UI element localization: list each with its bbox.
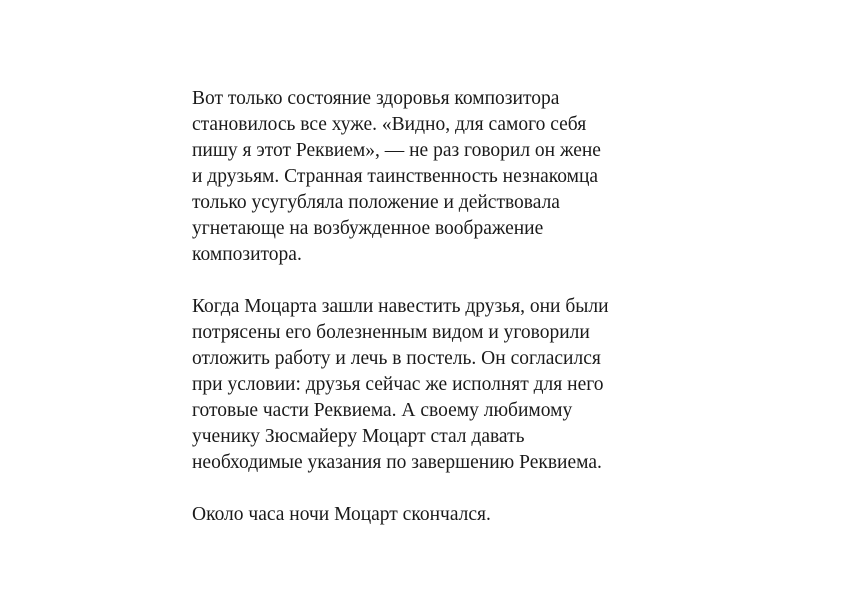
text-line: Вот только состояние здоровья композитора: [192, 88, 560, 109]
text-line: и друзьям. Странная таинственность незнакомца: [192, 166, 599, 187]
text-line: необходимые указания по завершению Реквиема.: [192, 452, 602, 473]
text-line: ученику Зюсмайеру Моцарт стал давать: [192, 426, 525, 447]
text-block: [192, 86, 672, 528]
text-line: становилось все хуже. «Видно, для самого себя: [192, 114, 587, 135]
text-line: потрясены его болезненным видом и уговорили: [192, 322, 590, 343]
text-line: Когда Моцарта зашли навестить друзья, они были: [192, 296, 609, 317]
text-line: только усугубляла положение и действовала: [192, 192, 560, 213]
text-line: пишу я этот Реквием», — не раз говорил он жене: [192, 140, 601, 161]
paragraph-gap: [192, 268, 672, 294]
text-line: готовые части Реквиема. А своему любимому: [192, 400, 573, 421]
text-line: отложить работу и лечь в постель. Он согласился: [192, 348, 601, 369]
paragraph-gap: [192, 476, 672, 502]
text-line: композитора.: [192, 244, 302, 265]
paragraph-2: [192, 294, 672, 476]
text-line: при условии: друзья сейчас же исполнят для него: [192, 374, 604, 395]
paragraph-1: [192, 86, 672, 268]
paragraph-3: [192, 502, 672, 528]
text-line: угнетающе на возбужденное воображение: [192, 218, 544, 239]
text-line: Около часа ночи Моцарт скончался.: [192, 504, 491, 525]
